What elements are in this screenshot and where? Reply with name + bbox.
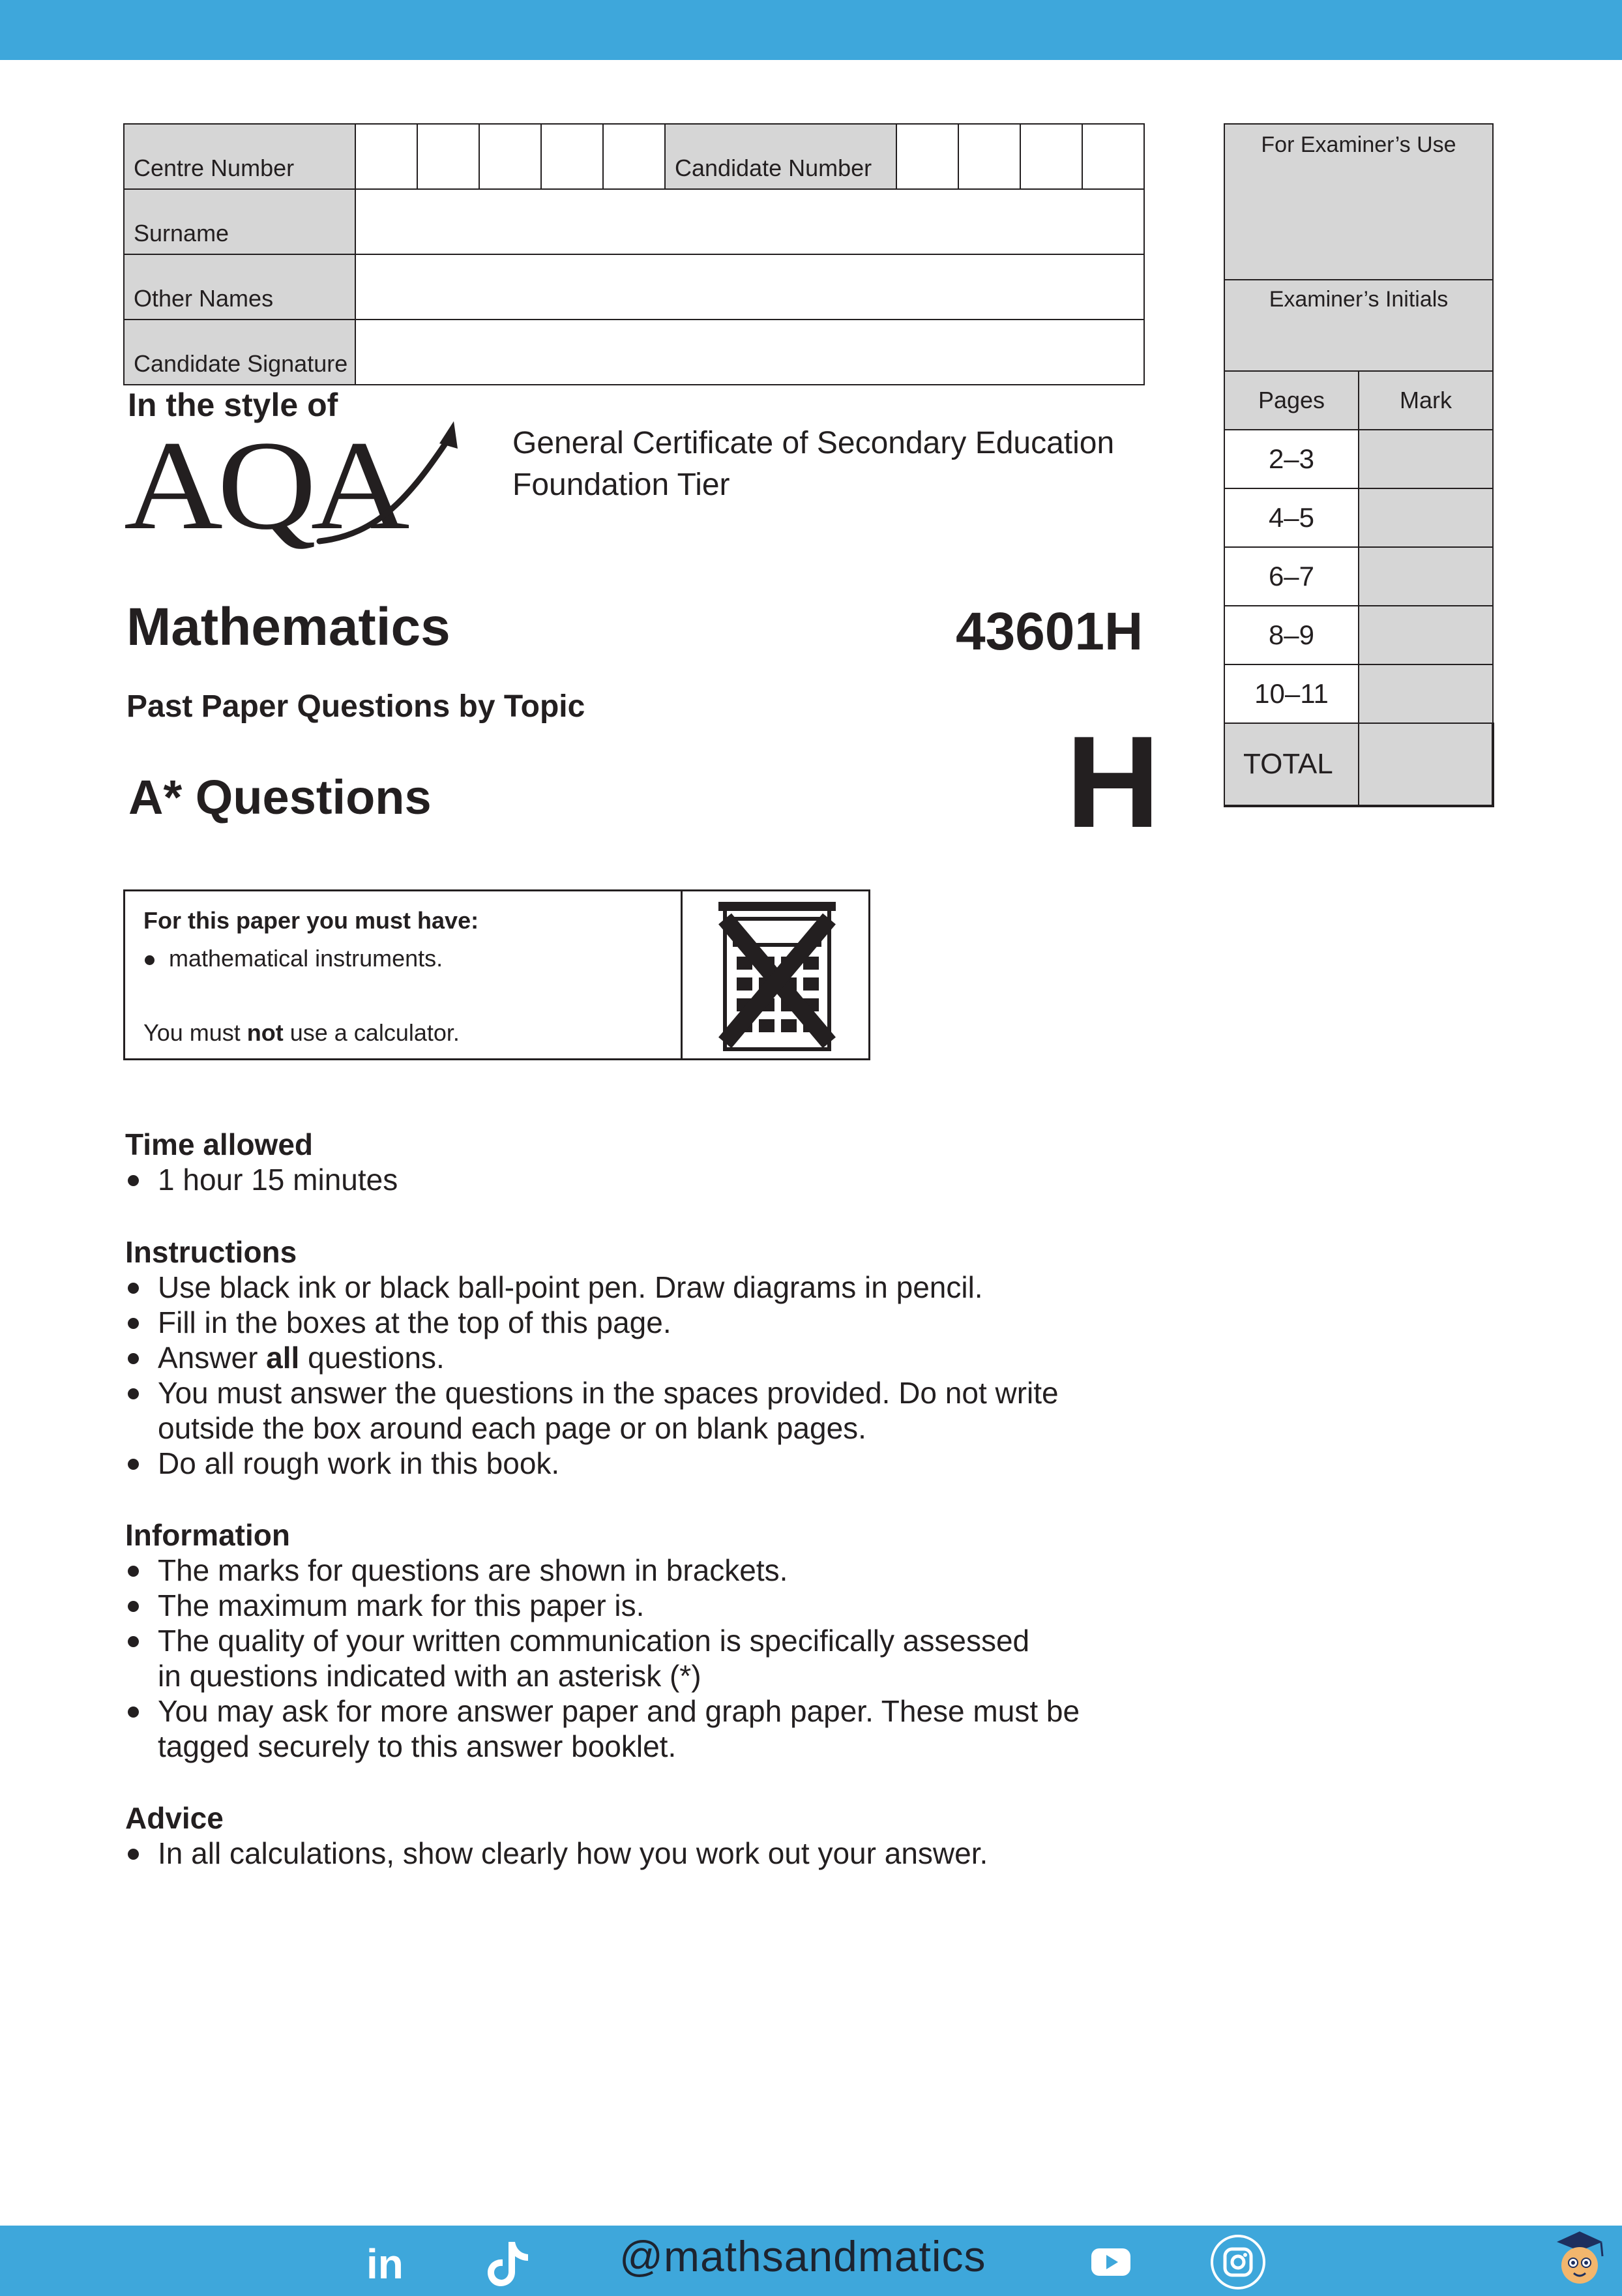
pages-cell: 2–3	[1224, 430, 1359, 488]
information-line: You may ask for more answer paper and graph paper. These must be	[158, 1694, 1080, 1728]
information-line: The quality of your written communication is specifically assessed	[158, 1624, 1030, 1658]
aqa-logo	[124, 417, 463, 554]
instruction-text: questions.	[299, 1341, 445, 1375]
information-line: in questions indicated with an asterisk (*)	[158, 1659, 701, 1693]
linkedin-icon-text: in	[366, 2241, 404, 2288]
pages-header: Pages	[1224, 371, 1359, 430]
information-item: The marks for questions are shown in brackets.	[125, 1553, 1080, 1588]
information-item	[125, 1693, 1080, 1764]
time-allowed-section	[125, 1127, 398, 1197]
calculator-note	[143, 1019, 460, 1047]
candidate-number-box[interactable]	[896, 124, 958, 189]
other-names-field[interactable]	[355, 254, 1144, 320]
instagram-icon[interactable]	[1209, 2233, 1267, 2291]
paper-subtitle: Past Paper Questions by Topic	[126, 689, 585, 724]
social-handle[interactable]: @mathsandmatics	[619, 2232, 986, 2280]
mark-cell[interactable]	[1359, 664, 1493, 723]
instruction-item	[125, 1375, 1059, 1446]
instruction-emphasis: all	[266, 1341, 300, 1375]
candidate-number-box[interactable]	[1082, 124, 1144, 189]
pages-cell: 6–7	[1224, 547, 1359, 606]
surname-field[interactable]	[355, 189, 1144, 254]
equipment-item	[145, 945, 443, 972]
instruction-line: You must answer the questions in the spaces provided. Do not write	[158, 1376, 1059, 1410]
qualification-line-2: Foundation Tier	[512, 468, 730, 502]
subject-title: Mathematics	[126, 597, 450, 657]
time-allowed-heading: Time allowed	[125, 1127, 314, 1161]
mark-cell[interactable]	[1359, 430, 1493, 488]
advice-section	[125, 1800, 988, 1871]
information-item	[125, 1623, 1080, 1693]
bullet-icon	[145, 955, 155, 965]
centre-number-box[interactable]	[541, 124, 603, 189]
qualification-text	[512, 423, 1114, 506]
equipment-divider	[681, 891, 683, 1058]
information-section	[125, 1517, 1080, 1764]
youtube-icon[interactable]	[1090, 2247, 1132, 2277]
instruction-text: Answer	[158, 1341, 267, 1375]
instruction-item	[125, 1340, 1059, 1375]
mark-header: Mark	[1359, 371, 1493, 430]
signature-label: Candidate Signature	[124, 320, 355, 385]
calculator-note-suffix: use a calculator.	[283, 1019, 460, 1046]
instructions-section	[125, 1234, 1059, 1481]
instructions-heading: Instructions	[125, 1235, 297, 1269]
surname-label: Surname	[124, 189, 355, 254]
graduate-mascot-icon	[1550, 2225, 1609, 2294]
instruction-item: Do all rough work in this book.	[125, 1446, 1059, 1481]
candidate-details-table	[123, 123, 1145, 385]
mark-cell[interactable]	[1359, 606, 1493, 664]
advice-heading: Advice	[125, 1801, 224, 1835]
candidate-number-label: Candidate Number	[665, 124, 896, 189]
candidate-number-box[interactable]	[1020, 124, 1082, 189]
instruction-item: Fill in the boxes at the top of this page.	[125, 1305, 1059, 1340]
information-heading: Information	[125, 1518, 290, 1552]
equipment-item-text: mathematical instruments.	[169, 945, 443, 972]
mark-cell[interactable]	[1359, 488, 1493, 547]
centre-number-box[interactable]	[355, 124, 417, 189]
advice-item: In all calculations, show clearly how you work out your answer.	[125, 1836, 988, 1871]
no-calculator-icon	[699, 899, 855, 1056]
time-allowed-item: 1 hour 15 minutes	[125, 1162, 398, 1197]
information-item: The maximum mark for this paper is.	[125, 1588, 1080, 1623]
centre-number-label: Centre Number	[124, 124, 355, 189]
signature-field[interactable]	[355, 320, 1144, 385]
qualification-line-1: General Certificate of Secondary Education	[512, 426, 1115, 460]
tier-letter: H	[1066, 709, 1160, 855]
tiktok-icon[interactable]	[485, 2238, 531, 2289]
information-line: tagged securely to this answer booklet.	[158, 1729, 677, 1763]
total-mark-cell[interactable]	[1359, 723, 1493, 806]
pages-cell: 10–11	[1224, 664, 1359, 723]
calculator-note-prefix: You must	[143, 1019, 247, 1046]
topic-title: A* Questions	[128, 770, 432, 824]
centre-number-box[interactable]	[417, 124, 479, 189]
examiner-initials-label: Examiner’s Initials	[1224, 280, 1493, 371]
examiner-use-table	[1224, 123, 1494, 807]
total-label: TOTAL	[1224, 723, 1359, 806]
aqa-logo-text: AQA	[124, 417, 409, 554]
candidate-number-box[interactable]	[958, 124, 1020, 189]
centre-number-box[interactable]	[479, 124, 541, 189]
pages-cell: 8–9	[1224, 606, 1359, 664]
centre-number-box[interactable]	[603, 124, 665, 189]
other-names-label: Other Names	[124, 254, 355, 320]
examiner-use-heading: For Examiner’s Use	[1224, 124, 1493, 280]
paper-code: 43601H	[956, 602, 1143, 661]
mark-cell[interactable]	[1359, 547, 1493, 606]
top-banner	[0, 0, 1622, 60]
instruction-line: outside the box around each page or on blank pages.	[158, 1411, 866, 1445]
instruction-item: Use black ink or black ball-point pen. Draw diagrams in pencil.	[125, 1270, 1059, 1305]
calculator-note-emphasis: not	[246, 1019, 284, 1046]
equipment-title: For this paper you must have:	[143, 907, 479, 934]
equipment-box	[123, 889, 870, 1060]
style-of-label: In the style of	[128, 387, 338, 423]
linkedin-icon[interactable]	[365, 2237, 408, 2289]
pages-cell: 4–5	[1224, 488, 1359, 547]
